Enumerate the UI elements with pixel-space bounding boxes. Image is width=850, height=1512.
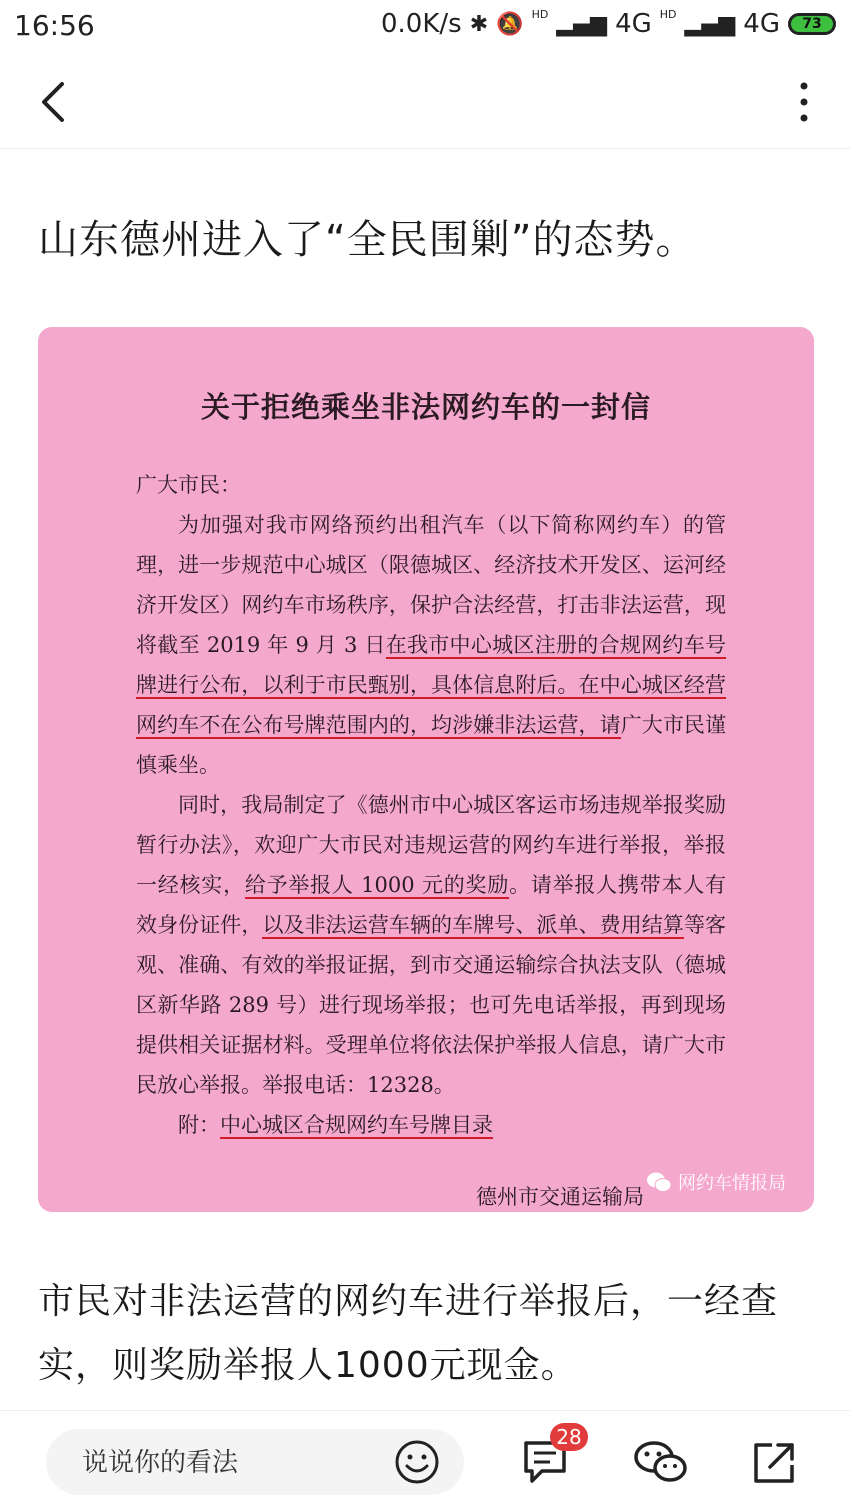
network-type-1: 4G (615, 9, 652, 39)
status-bar (0, 0, 850, 56)
share-button[interactable] (748, 1437, 800, 1487)
net-speed: 0.0K/s (381, 9, 462, 39)
letter-paragraph-1 (136, 505, 726, 785)
back-button[interactable] (34, 78, 74, 126)
p2-text-a: 同时，我局制定了《德州市中心城区客运市场违规举报奖励暂行办法》，欢迎广大市民对违规运营的网约车进行举报，举报一经核实， (136, 793, 726, 897)
article-title: 山东德州进入了“全民围剿”的态势。 (38, 217, 697, 263)
nav-bar (0, 56, 850, 149)
article-paragraph: 市民对非法运营的网约车进行举报后，一经查实，则奖励举报人1000元现金。 (38, 1281, 779, 1386)
letter-paragraph-2 (136, 785, 726, 1105)
watermark (646, 1169, 786, 1195)
signal-icon-2: ▂▄▆ (684, 11, 736, 37)
p1-text-c: 广大市民谨慎乘坐。 (136, 713, 726, 777)
comments-button[interactable] (520, 1425, 582, 1487)
emoji-icon (392, 1437, 442, 1487)
letter-image[interactable] (38, 327, 814, 1212)
p2-underlined-reward: 给予举报人 1000 元的奖励 (244, 873, 510, 897)
more-icon (794, 80, 814, 124)
back-icon (34, 78, 74, 126)
hd-label-1: HD (531, 7, 549, 21)
wechat-icon (632, 1437, 690, 1487)
p1-text-a: 为加强对我市网络预约出租汽车（以下简称网约车）的管理，进一步规范中心城区（限德城区、经济技术开发区、运河经济开发区）网约车市场秩序，保护合法经营，打击非法运营，现将截至 2019 年 9 月 3 日 (136, 513, 726, 657)
comment-count-badge: 28 (550, 1423, 588, 1451)
wechat-share-button[interactable] (632, 1437, 690, 1487)
letter-greeting: 广大市民： (136, 473, 241, 497)
letter-title: 关于拒绝乘坐非法网约车的一封信 (200, 390, 651, 424)
appendix-label: 附： (178, 1113, 220, 1137)
comment-input[interactable] (80, 1429, 374, 1497)
watermark-text: 网约车情报局 (678, 1173, 786, 1194)
signal-icon-1: ▂▄▆ (556, 11, 608, 37)
wechat-watermark-icon (646, 1171, 672, 1193)
network-type-2: 4G (743, 9, 780, 39)
p2-text-c: 。请举报人携带本人有效身份证件， (136, 873, 727, 937)
share-icon (748, 1437, 800, 1487)
p1-underlined: 在我市中心城区注册的合规网约车号牌进行公布，以利于市民甄别，具体信息附后。在中心城区经营网约车不在公布号牌范围内的，均涉嫌非法运营，请 (136, 633, 727, 737)
p2-underlined-evidence: 以及非法运营车辆的车牌号、派单、费用结算 (262, 913, 684, 937)
emoji-button[interactable] (392, 1437, 442, 1487)
more-button[interactable] (794, 80, 814, 124)
p2-text-e: 等客观、准确、有效的举报证据，到市交通运输综合执法支队（德城区新华路 289 号）进行现场举报；也可先电话举报，再到现场提供相关证据材料。受理单位将依法保护举报人信息，请广大市民放心举报。举报电话：12328。 (136, 913, 727, 1097)
hd-label-2: HD (659, 7, 677, 21)
status-time: 16:56 (14, 9, 95, 42)
comment-box[interactable] (46, 1429, 464, 1495)
letter-appendix (136, 1105, 726, 1145)
letter-body (136, 465, 726, 1145)
bottom-bar (0, 1410, 850, 1512)
letter-signer: 德州市交通运输局 (476, 1185, 644, 1209)
battery-icon: 73 (788, 13, 836, 35)
appendix-text: 中心城区合规网约车号牌目录 (220, 1113, 493, 1137)
status-icons (381, 9, 836, 39)
mute-bell-icon: 🔕 (496, 11, 524, 37)
bluetooth-icon: ✱ (469, 11, 489, 37)
